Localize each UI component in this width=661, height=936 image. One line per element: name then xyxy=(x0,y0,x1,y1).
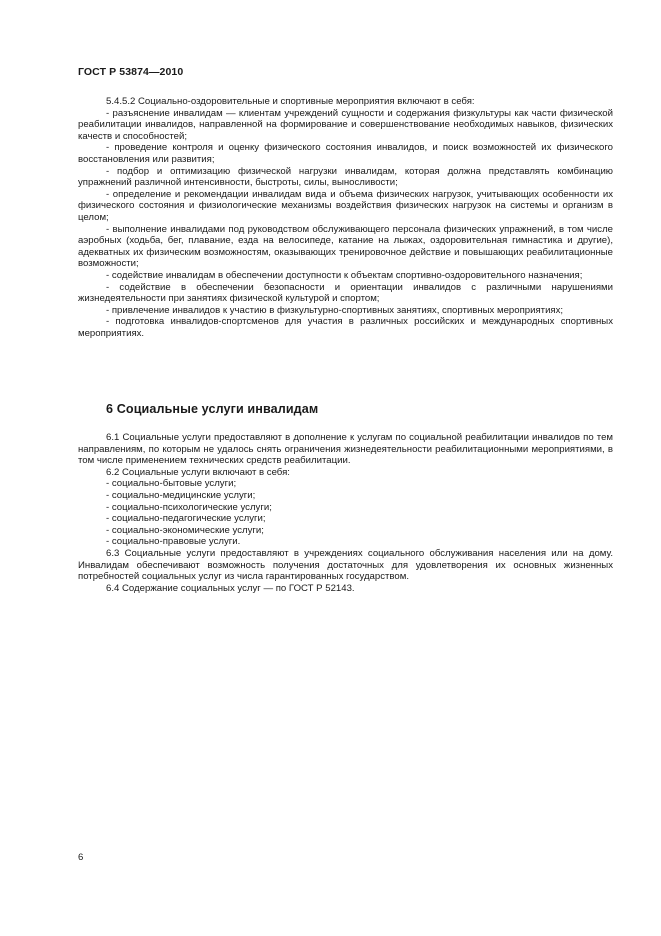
list-item: - разъяснение инвалидам — клиентам учреждений сущности и содержания физкультуры как части физической реабилитации инвалидов, направленной на формирование и совершенствование необходимых навыков, физических качеств и способностей; xyxy=(78,107,613,142)
list-item: - социально-медицинские услуги; xyxy=(106,489,256,501)
section-heading: 6 Социальные услуги инвалидам xyxy=(106,402,319,416)
document-header: ГОСТ Р 53874—2010 xyxy=(78,66,184,78)
list-item: - подбор и оптимизацию физической нагрузки инвалидам, которая должна представлять комбинацию упражнений различной интенсивности, быстроты, силы, выносливости; xyxy=(78,165,613,189)
paragraph-intro: 5.4.5.2 Социально-оздоровительные и спортивные мероприятия включают в себя: xyxy=(106,96,475,107)
list-item: - определение и рекомендации инвалидам вида и объема физических нагрузок, учитывающих особенности их физического состояния и физиологические механизмы воздействия физических нагрузок на системы и организм в целом; xyxy=(78,188,613,223)
section-6-body xyxy=(78,432,613,594)
list-item: - содействие инвалидам в обеспечении доступности к объектам спортивно-оздоровительного назначения; xyxy=(106,269,583,281)
list-item: - выполнение инвалидами под руководством обслуживающего персонала физических упражнений, в том числе аэробных (ходьба, бег, плавание, езда на велосипеде, катание на лыжах, оздоровительная гимнастика и другие), адекватных их физическим возможностям, оказывающих тренировочное действие и повышающих реабилитационные возможности; xyxy=(78,223,613,270)
list-item: - социально-педагогические услуги; xyxy=(106,513,266,525)
list-item: - социально-бытовые услуги; xyxy=(106,478,237,490)
paragraph-6-4: 6.4 Содержание социальных услуг — по ГОСТ Р 52143. xyxy=(106,582,355,594)
list-item: - подготовка инвалидов-спортсменов для участия в различных российских и международных спортивных мероприятиях. xyxy=(78,316,613,339)
paragraph-6-1: 6.1 Социальные услуги предоставляют в дополнение к услугам по социальной реабилитации инвалидов по тем направлениям, по которым не удалось снять ограничения жизнедеятельности реабилитационными мероприятиями, в том числе применением технических средств реабилитации. xyxy=(78,432,613,467)
section-5-4-5-2 xyxy=(78,96,613,339)
list-item: - проведение контроля и оценку физического состояния инвалидов, и поиск возможностей их физического восстановления или развития; xyxy=(78,142,613,165)
list-item: - привлечение инвалидов к участию в физкультурно-спортивных занятиях, спортивных мероприятиях; xyxy=(106,304,564,316)
list-item: - социально-правовые услуги. xyxy=(106,536,241,548)
paragraph-6-2-intro: 6.2 Социальные услуги включают в себя: xyxy=(106,466,290,478)
list-item: - социально-экономические услуги; xyxy=(106,524,264,536)
paragraph-6-3: 6.3 Социальные услуги предоставляют в учреждениях социального обслуживания населения или на дому. Инвалидам обеспечивают возможность получения достаточных для удовлетворения их основных жизненных потребностей социальных услуг из числа гарантированных государством. xyxy=(78,547,613,583)
list-item: - содействие в обеспечении безопасности и ориентации инвалидов с различными нарушениями жизнедеятельности при занятиях физической культурой и спортом; xyxy=(78,281,613,305)
page-number: 6 xyxy=(78,852,84,863)
list-item: - социально-психологические услуги; xyxy=(106,501,272,513)
